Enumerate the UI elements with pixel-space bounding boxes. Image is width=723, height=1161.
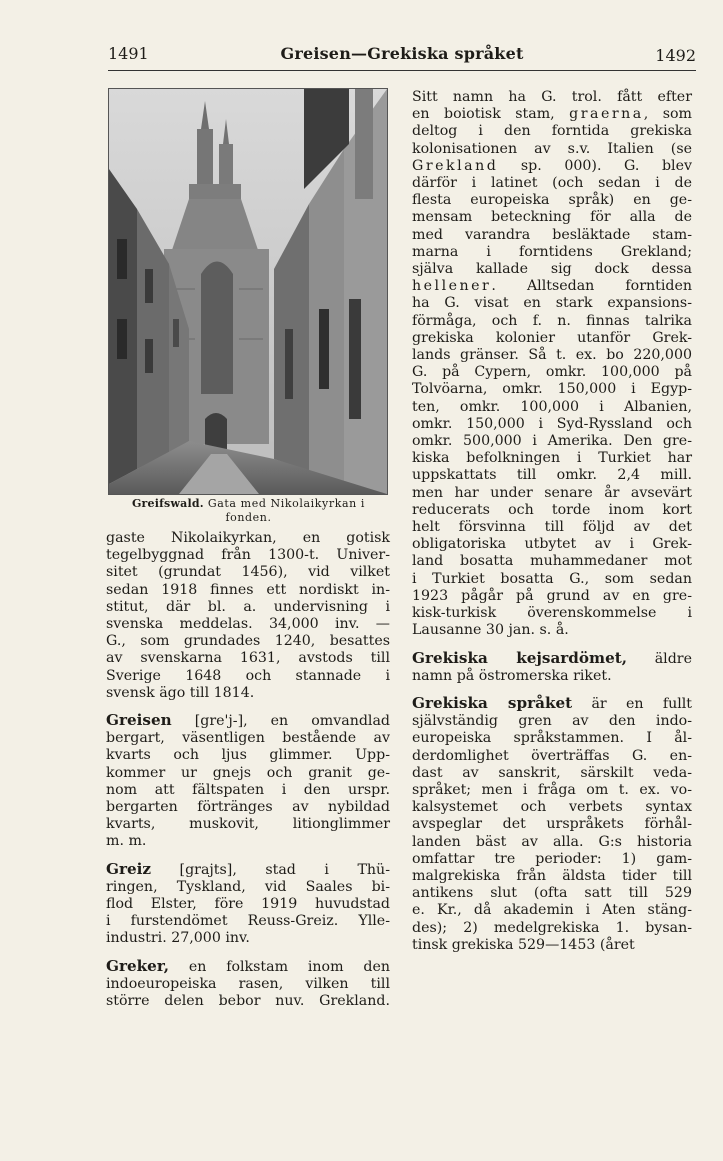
- headword: Greiz: [106, 859, 152, 878]
- text-line: Lausanne 30 jan. s. å.: [412, 622, 569, 639]
- entry-greisen: [106, 712, 390, 851]
- text-line: [412, 106, 692, 123]
- text-line: flesta europeiska språk) en ge-: [412, 192, 692, 209]
- spaced-term: graerna: [569, 106, 644, 123]
- text-line: dast av sanskrit, särskilt veda-: [412, 764, 692, 781]
- text-run: är en fullt: [572, 695, 692, 712]
- text-line: grekiska kolonier utanför Grek-: [412, 329, 692, 346]
- text-line: i Turkiet bosatta G., som sedan: [412, 570, 692, 587]
- text-line: gaste Nikolaikyrkan, en gotisk: [106, 530, 390, 546]
- page-number-right: 1492: [655, 46, 696, 65]
- text-line: språket; men i fråga om t. ex. vo-: [412, 781, 692, 798]
- text-run: äldre: [627, 650, 692, 667]
- text-line: av svenskarna 1631, avstods till: [106, 650, 390, 667]
- text-line: [412, 278, 692, 295]
- text-line: svenska meddelas. 34,000 inv. —: [106, 616, 390, 633]
- entry-grekiska-spraket: [412, 695, 692, 954]
- text-line: självständig gren av den indo-: [412, 713, 692, 730]
- entry-greker: [106, 958, 390, 1011]
- text-line: ten, omkr. 100,000 i Albanien,: [412, 398, 692, 415]
- text-line: omkr. 150,000 i Syd-Ryssland och: [412, 415, 692, 432]
- caption-text-2: fonden.: [225, 511, 272, 524]
- text-line: omkr. 500,000 i Amerika. Den gre-: [412, 433, 692, 450]
- text-line: indoeuropeiska rasen, vilken till: [106, 975, 390, 992]
- spaced-term: Grekland: [412, 157, 499, 174]
- text-line: mensam beteckning för alla de: [412, 209, 692, 226]
- page-header: [108, 44, 696, 71]
- text-line: bergart, väsentligen bestående av: [106, 730, 390, 747]
- text-line: industri. 27,000 inv.: [106, 930, 250, 947]
- entry-first-line: [106, 958, 390, 976]
- text-run: en boiotisk stam,: [412, 106, 570, 123]
- text-line: antikens slut (ofta satt till 529: [412, 885, 692, 902]
- headword: Grekiska språket: [412, 693, 573, 712]
- text-line: svensk ägo till 1814.: [106, 684, 255, 701]
- text-line: 1923 pågår på grund av en gre-: [412, 587, 692, 604]
- text-line: men har under senare år avsevärt: [412, 484, 692, 501]
- entry-first-line: [412, 650, 692, 668]
- text-line: avspeglar det urspråkets förhål-: [412, 816, 692, 833]
- headword: Grekiska kejsardömet,: [412, 648, 628, 667]
- text-line: därför i latinet (och sedan i de: [412, 175, 692, 192]
- text-line: obligatoriska utbytet av i Grek-: [412, 536, 692, 553]
- text-line: [412, 158, 692, 175]
- text-line: helt försvinna till följd av det: [412, 519, 692, 536]
- text-line: kvarts och ljus glimmer. Upp-: [106, 747, 390, 764]
- text-line: ringen, Tyskland, vid Saales bi-: [106, 878, 390, 895]
- text-line: kiska befolkningen i Turkiet har: [412, 450, 692, 467]
- text-line: sedan 1918 finnes ett nordiskt in-: [106, 581, 390, 598]
- text-line: land bosatta muhammedaner mot: [412, 553, 692, 570]
- headword: Greisen: [106, 711, 172, 730]
- caption-text: Gata med Nikolaikyrkan i: [207, 497, 366, 510]
- text-line: flod Elster, före 1919 huvudstad: [106, 896, 390, 913]
- text-line: kvarts, muskovit, litionglimmer: [106, 816, 390, 833]
- text-line: marna i forntidens Grekland;: [412, 243, 692, 260]
- caption-place: Greifswald.: [131, 497, 204, 510]
- text-line: tegelbyggnad från 1300-t. Univer-: [106, 547, 390, 564]
- text-run: sp. 000). G. blev: [498, 157, 692, 174]
- text-line: europeiska språkstammen. I ål-: [412, 730, 692, 747]
- text-line: tinsk grekiska 529—1453 (året: [412, 936, 635, 953]
- text-line: kommer ur gnejs och granit ge-: [106, 764, 390, 781]
- text-line: uppskattats till omkr. 2,4 mill.: [412, 467, 692, 484]
- text-run: , som: [643, 106, 692, 123]
- text-line: G. på Cypern, omkr. 100,000 på: [412, 364, 692, 381]
- text-line: des); 2) medelgrekiska 1. bysan-: [412, 919, 692, 936]
- text-line: själva kallade sig dock dessa: [412, 261, 692, 278]
- text-line: derdomlighet överträffas G. en-: [412, 747, 692, 764]
- text-line: kisk-turkisk överenskommelse i: [412, 605, 692, 622]
- headword: Greker,: [106, 956, 170, 975]
- page-number-left: 1491: [108, 44, 149, 63]
- entry-grekiska-kejsardomet: [412, 650, 692, 685]
- text-line: bergarten förtränges av nybildad: [106, 799, 390, 816]
- text-line: deltog i den forntida grekiska: [412, 123, 692, 140]
- right-column: [412, 89, 692, 958]
- street-photo: [108, 88, 388, 495]
- text-line: lands gränser. Så t. ex. bo 220,000: [412, 347, 692, 364]
- text-line: e. Kr., då akademin i Aten stäng-: [412, 902, 692, 919]
- text-line: Tolvöarna, omkr. 150,000 i Egyp-: [412, 381, 692, 398]
- left-column: [106, 530, 390, 1014]
- text-line: malgrekiska från äldsta tider till: [412, 867, 692, 884]
- figure-caption: [106, 497, 391, 525]
- text-line: kolonisationen av s.v. Italien (se: [412, 140, 692, 157]
- paragraph-greifswald: [106, 530, 390, 702]
- text-line: omfattar tre perioder: 1) gam-: [412, 850, 692, 867]
- text-line: Sverige 1648 och stannade i: [106, 667, 390, 684]
- entry-first-line: [412, 695, 692, 713]
- text-line: stitut, där bl. a. undervisning i: [106, 598, 390, 615]
- text-line: nom att fältspaten i den urspr.: [106, 781, 390, 798]
- text-line: i furstendömet Reuss-Greiz. Ylle-: [106, 913, 390, 930]
- page-title: Greisen—Grekiska språket: [280, 44, 524, 63]
- text-line: Sitt namn ha G. trol. fått efter: [412, 89, 692, 105]
- paragraph-greker-cont: [412, 89, 692, 640]
- text-run: en folkstam inom den: [169, 958, 390, 975]
- spaced-term: hellener: [412, 278, 492, 295]
- text-line: kalsystemet och verbets syntax: [412, 799, 692, 816]
- text-line: förmåga, och f. n. finnas talrika: [412, 312, 692, 329]
- text-line: m. m.: [106, 833, 147, 850]
- entry-first-line: [106, 861, 390, 879]
- text-line: större delen bebor nuv. Grekland.: [106, 993, 390, 1010]
- text-line: reducerats och torde inom kort: [412, 501, 692, 518]
- text-line: sitet (grundat 1456), vid vilket: [106, 564, 390, 581]
- text-run: . Alltsedan forntiden: [491, 278, 692, 295]
- text-line: med varandra besläktade stam-: [412, 226, 692, 243]
- text-run: [grajts], stad i Thü-: [151, 861, 390, 878]
- entry-greiz: [106, 861, 390, 948]
- text-run: [gre'j-], en omvandlad: [171, 713, 390, 730]
- text-line: ha G. visat en stark expansions-: [412, 295, 692, 312]
- text-line: namn på östromerska riket.: [412, 667, 612, 684]
- text-line: landen bäst av alla. G:s historia: [412, 833, 692, 850]
- text-line: G., som grundades 1240, besattes: [106, 633, 390, 650]
- entry-first-line: [106, 712, 390, 730]
